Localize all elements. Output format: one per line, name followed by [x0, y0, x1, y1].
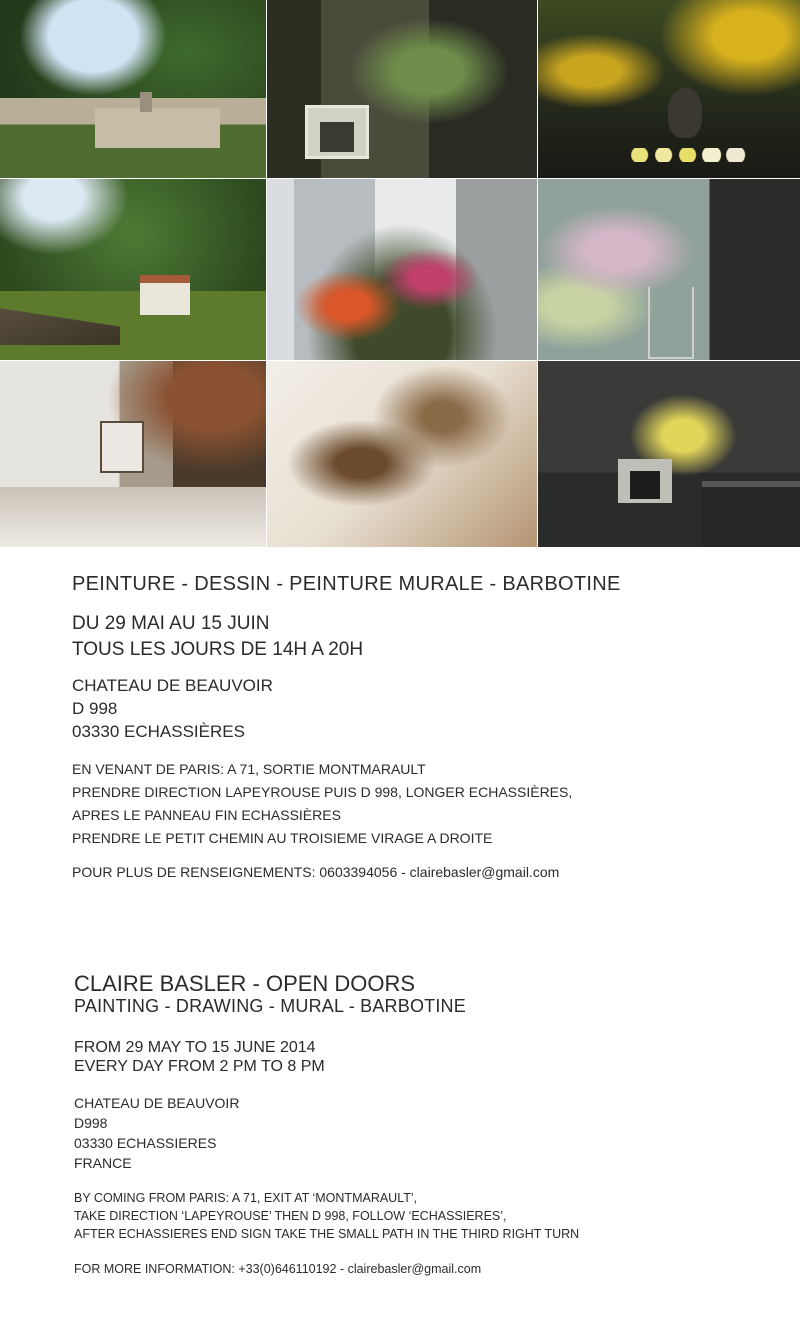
english-address-line: FRANCE [74, 1155, 132, 1171]
french-direction-line: APRES LE PANNEAU FIN ECHASSIÈRES [72, 807, 341, 823]
still-life-lemons-photo [538, 0, 800, 178]
french-directions [72, 758, 572, 850]
french-dates [72, 611, 363, 663]
tree-drawing-photo [267, 361, 537, 547]
english-subtitle: PAINTING - DRAWING - MURAL - BARBOTINE [74, 996, 466, 1016]
english-direction-line: AFTER ECHASSIERES END SIGN TAKE THE SMALL PATH IN THE THIRD RIGHT TURN [74, 1227, 580, 1241]
french-address-line: D 998 [72, 699, 118, 718]
french-address-line: 03330 ECHASSIÈRES [72, 722, 245, 741]
english-hours-line: EVERY DAY FROM 2 PM TO 8 PM [74, 1058, 325, 1075]
english-directions [74, 1189, 579, 1243]
garden-pavilion-photo [0, 179, 266, 360]
english-contact-info: FOR MORE INFORMATION: +33(0)646110192 - clairebasler@gmail.com [74, 1262, 482, 1276]
french-hours-line: TOUS LES JOURS DE 14H A 20H [72, 639, 364, 660]
photo-grid [0, 0, 800, 545]
english-date-line: FROM 29 MAY TO 15 JUNE 2014 [74, 1039, 316, 1056]
french-heading: PEINTURE - DESSIN - PEINTURE MURALE - BARBOTINE [72, 573, 621, 595]
interior-fireplace-photo [267, 0, 537, 178]
chateau-exterior-photo [0, 0, 266, 178]
french-direction-line: PRENDRE DIRECTION LAPEYROUSE PUIS D 998, LONGER ECHASSIÈRES, [72, 784, 573, 800]
flower-bouquet-window-photo [267, 179, 537, 360]
english-direction-line: BY COMING FROM PARIS: A 71, EXIT AT ‘MONTMARAULT’, [74, 1191, 418, 1205]
english-address-line: 03330 ECHASSIERES [74, 1135, 217, 1151]
english-dates [74, 1038, 325, 1076]
french-date-line: DU 29 MAI AU 15 JUIN [72, 613, 270, 634]
english-address-line: CHATEAU DE BEAUVOIR [74, 1095, 240, 1111]
studio-painting-easel-photo [538, 179, 800, 360]
french-address [72, 674, 273, 743]
french-contact-info: POUR PLUS DE RENSEIGNEMENTS: 0603394056 - clairebasler@gmail.com [72, 864, 560, 880]
orangery-studio-photo [0, 361, 266, 547]
english-direction-line: TAKE DIRECTION ‘LAPEYROUSE’ THEN D 998, FOLLOW ‘ECHASSIERES’, [74, 1209, 507, 1223]
english-title: CLAIRE BASLER - OPEN DOORS [74, 971, 416, 996]
salon-sofa-photo [538, 361, 800, 547]
english-address [74, 1093, 239, 1173]
french-address-line: CHATEAU DE BEAUVOIR [72, 676, 273, 695]
french-direction-line: PRENDRE LE PETIT CHEMIN AU TROISIEME VIRAGE A DROITE [72, 830, 493, 846]
french-direction-line: EN VENANT DE PARIS: A 71, SORTIE MONTMARAULT [72, 761, 426, 777]
english-address-line: D998 [74, 1115, 108, 1131]
